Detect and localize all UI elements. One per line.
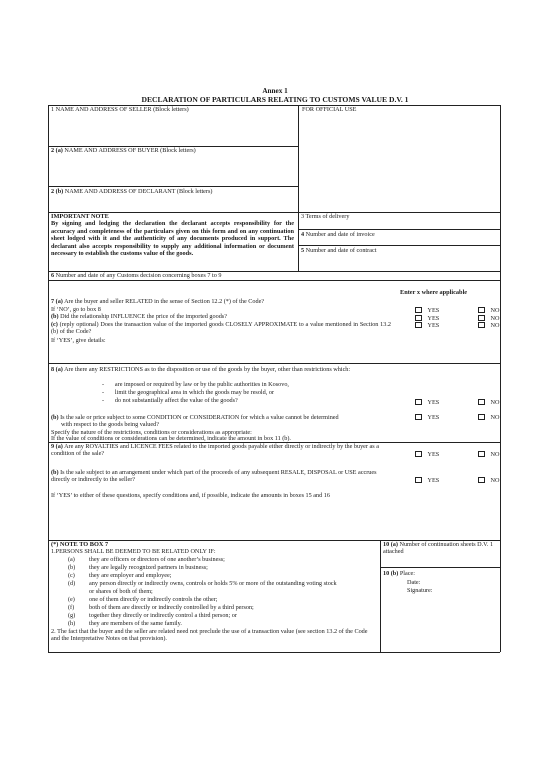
- note-box-7-title: (*) NOTE TO BOX 7: [51, 541, 109, 548]
- form-title: DECLARATION OF PARTICULARS RELATING TO CUSTOMS VALUE D.V. 1: [141, 95, 409, 104]
- box-7c-yes-checkbox[interactable]: YES: [415, 322, 439, 329]
- box-8a-no-checkbox[interactable]: NO: [478, 399, 499, 406]
- note-item-e: (e): [68, 596, 75, 603]
- note-item-a-text: they are officers or directors of one another’s business;: [89, 556, 225, 563]
- note-item-d-cont: or shares of both of them;: [89, 588, 153, 595]
- box-3-label: Terms of delivery: [305, 213, 350, 220]
- box-7b-question: (b) Did the relationship INFLUENCE the price of the imported goods?: [51, 313, 227, 320]
- box-7-go-to-8: If ‘NO’, go to box 8: [51, 306, 101, 313]
- annex-label: Annex 1: [262, 87, 288, 95]
- note-item-a: (a): [68, 556, 75, 563]
- box-8b-no-checkbox[interactable]: NO: [478, 414, 499, 421]
- enter-x-label: Enter x where applicable: [400, 289, 468, 296]
- box-4-invoice[interactable]: [301, 231, 375, 238]
- box-9-if-yes: If ‘YES’ to either of these questions, specify conditions and, if possible, indicate the amounts in boxes 15 and 16: [51, 492, 330, 499]
- box-8b-question-cont: with respect to the goods being valued?: [61, 421, 159, 428]
- box-8b-yes-checkbox[interactable]: YES: [415, 414, 439, 421]
- box-8-if-value: If the value of conditions or considerations can be determined, indicate the amount in box 11 (b).: [51, 435, 291, 442]
- note-item-f-text: both of them are directly or indirectly controlled by a third person;: [89, 604, 254, 611]
- note-item-g: (g): [68, 612, 76, 619]
- box-2a-buyer[interactable]: [51, 147, 196, 154]
- important-note-text: By signing and lodging the declaration the declarant accepts responsibility for the accuracy and completeness of the particulars given on this form and on any continuation sheet lodged with it and the authenticity of any documents produced in support. The declarant also accepts responsibility to supply any additional information or document necessary to establish the customs value of the goods.: [51, 220, 294, 258]
- box-9b-no-checkbox[interactable]: NO: [478, 477, 499, 484]
- box-8b-question: (b) Is the sale or price subject to some CONDITION or CONSIDERATION for which a value cannot be determined: [51, 414, 339, 421]
- note-item-c-text: they are employer and employee;: [89, 572, 172, 579]
- box-2a-number: 2 (a): [51, 147, 63, 154]
- box-7b-yes-checkbox[interactable]: YES: [415, 315, 439, 322]
- note-item-d-text: any person directly or indirectly owns, controls or holds 5% or more of the outstanding voting stock: [89, 580, 337, 587]
- box-7-if-yes-details: If ‘YES’, give details:: [51, 337, 106, 344]
- box-8a-yes-checkbox[interactable]: YES: [415, 399, 439, 406]
- box-10b-signature[interactable]: Signature:: [407, 587, 433, 594]
- note-item-b-text: they are legally recognized partners in business;: [89, 564, 208, 571]
- box-10b-place[interactable]: 10 (b) Place:: [383, 570, 415, 577]
- box-3-number: 3: [301, 213, 305, 220]
- box-8-specify: Specify the nature of the restrictions, conditions or considerations as appropriate:: [51, 429, 252, 436]
- official-use-label: FOR OFFICIAL USE: [302, 106, 357, 113]
- box-8a-item-3: - do not substantially affect the value of the goods?: [102, 397, 238, 404]
- box-7a-question: 7 (a) Are the buyer and seller RELATED in the sense of Section 12.2 (*) of the Code?: [51, 298, 265, 305]
- box-2b-label: NAME AND ADDRESS OF DECLARANT (Block letters): [64, 188, 213, 195]
- box-9a-question: 9 (a) Are any ROYALTIES and LICENCE FEES related to the imported goods payable either directly or indirectly by the buyer as a condition of the sale?: [51, 443, 379, 458]
- note-item-c: (c): [68, 572, 75, 579]
- box-7a-no-checkbox[interactable]: NO: [478, 307, 499, 314]
- box-9a-yes-checkbox[interactable]: YES: [415, 451, 439, 458]
- box-8a-item-2: - limit the geographical area in which the goods may be resold, or: [102, 389, 274, 396]
- box-10b-date[interactable]: Date:: [407, 579, 421, 586]
- box-7c-question: (c) (reply optional) Does the transaction value of the imported goods CLOSELY APPROXIMATE to a value mentioned in Section 13.2 (b) of the Code?: [51, 321, 392, 336]
- note-item-g-text: together they directly or indirectly control a third person; or: [89, 612, 237, 619]
- box-5-label: Number and date of contract: [305, 247, 377, 254]
- box-2a-label: NAME AND ADDRESS OF BUYER (Block letters): [64, 147, 196, 154]
- box-6-customs-decision[interactable]: [51, 272, 221, 279]
- box-2b-declarant[interactable]: [51, 188, 212, 195]
- box-7c-no-checkbox[interactable]: NO: [478, 322, 499, 329]
- box-1-label: NAME AND ADDRESS OF SELLER (Block letters): [55, 106, 189, 113]
- box-6-label: Number and date of any Customs decision concerning boxes 7 to 9: [55, 272, 222, 279]
- box-7b-no-checkbox[interactable]: NO: [478, 315, 499, 322]
- important-note-title: IMPORTANT NOTE: [51, 213, 109, 220]
- box-6-number: 6: [51, 272, 55, 279]
- box-9a-no-checkbox[interactable]: NO: [478, 451, 499, 458]
- note-item-e-text: one of them directly or indirectly controls the other;: [89, 596, 218, 603]
- box-8a-question: 8 (a) Are there any RESTRICTIONS as to the disposition or use of the goods by the buyer, other than restrictions which:: [51, 366, 351, 373]
- box-1-seller[interactable]: [51, 106, 189, 113]
- note-item-d: (d): [68, 580, 76, 587]
- box-3-terms-of-delivery[interactable]: [301, 213, 349, 220]
- note-item-h: (h): [68, 620, 76, 627]
- note-box-7-intro: 1.PERSONS SHALL BE DEEMED TO BE RELATED ONLY IF:: [51, 548, 216, 555]
- note-item-f: (f): [68, 604, 75, 611]
- box-10a-continuation-sheets[interactable]: 10 (a) Number of continuation sheets D.V. 1 attached: [383, 541, 494, 556]
- box-1-number: 1: [51, 106, 55, 113]
- box-9b-yes-checkbox[interactable]: YES: [415, 477, 439, 484]
- note-item-b: (b): [68, 564, 76, 571]
- box-4-label: Number and date of invoice: [305, 231, 375, 238]
- box-9b-question: (b) Is the sale subject to an arrangement under which part of the proceeds of any subsequent RESALE, DISPOSAL or USE accrues directly or indirectly to the seller?: [51, 469, 377, 484]
- note-box-7-para2: 2. The fact that the buyer and the seller are related need not preclude the use of a transaction value (see section 13.2 of the Code and the Interpretative Notes on that provision).: [51, 628, 368, 643]
- box-5-contract[interactable]: [301, 247, 376, 254]
- box-8a-item-1: - are imposed or required by law or by the public authorities in Kosovo,: [102, 381, 289, 388]
- box-5-number: 5: [301, 247, 305, 254]
- box-2b-number: 2 (b): [51, 188, 64, 195]
- box-7a-yes-checkbox[interactable]: YES: [415, 307, 439, 314]
- note-item-h-text: they are members of the same family.: [89, 620, 182, 627]
- box-4-number: 4: [301, 231, 305, 238]
